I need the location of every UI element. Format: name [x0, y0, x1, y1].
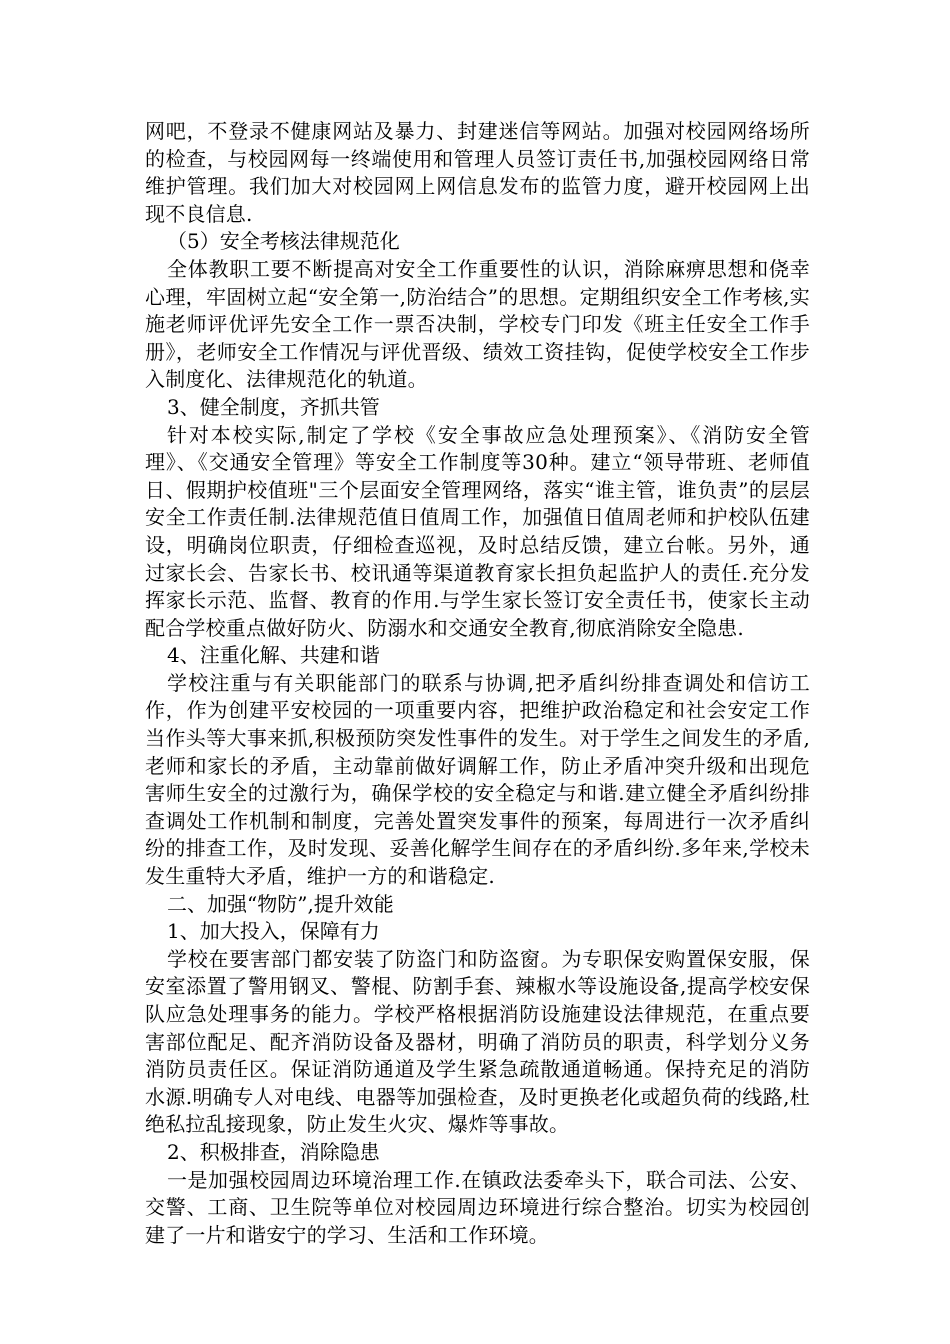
- heading-improve-system: 3、健全制度，齐抓共管: [167, 394, 380, 419]
- paragraph-improve-system: 针对本校实际,制定了学校《安全事故应急处理预案》、《消防安全管理》、《交通安全管理》等安全工作制度等30种。建立“领导带班、老师值日、假期护校值班"三个层面安全管理网络，落实“谁主管，谁负责”的层层安全工作责任制.法律规范值日值周工作，加强值日值周老师和护校队伍建设，明确岗位职责，仔细检查巡视，及时总结反馈，建立台帐。另外，通过家长会、告家长书、校讯通等渠道教育家长担负起监护人的责任.充分发挥家长示范、监督、教育的作用.与学生家长签订安全责任书，使家长主动配合学校重点做好防火、防溺水和交通安全教育,彻底消除安全隐患.: [145, 422, 810, 640]
- paragraph-increase-investment: 学校在要害部门都安装了防盗门和防盗窗。为专职保安购置保安服，保安室添置了警用钢叉、警棍、防割手套、辣椒水等设施设备,提高学校安保队应急处理事务的能力。学校严格根据消防设施建设法律规范，在重点要害部位配足、配齐消防设备及器材，明确了消防员的职责，科学划分义务消防员责任区。保证消防通道及学生紧急疏散通道畅通。保持充足的消防水源.明确专人对电线、电器等加强检查，及时更换老化或超负荷的线路,杜绝私拉乱接现象，防止发生火灾、爆炸等事故。: [145, 946, 810, 1137]
- paragraph-resolve-harmony: 学校注重与有关职能部门的联系与协调,把矛盾纠纷排查调处和信访工作，作为创建平安校园的一项重要内容，把维护政治稳定和社会安定工作当作头等大事来抓,积极预防突发性事件的发生。对于学生之间发生的矛盾,老师和家长的矛盾，主动靠前做好调解工作，防止矛盾冲突升级和出现危害师生安全的过激行为，确保学校的安全稳定与和谐.建立健全矛盾纠纷排查调处工作机制和制度，完善处置突发事件的预案，每周进行一次矛盾纠纷的排查工作，及时发现、妥善化解学生间存在的矛盾纠纷.多年来,学校未发生重特大矛盾，维护一方的和谐稳定.: [145, 670, 810, 889]
- heading-physical-defense: 二、加强“物防”,提升效能: [167, 891, 394, 916]
- heading-safety-assessment: （5）安全考核法律规范化: [167, 229, 400, 254]
- paragraph-internet-safety: 网吧，不登录不健康网站及暴力、封建迷信等网站。加强对校园网络场所的检查，与校园网每一终端使用和管理人员签订责任书,加强校园网络日常维护管理。我们加大对校园网上网信息发布的监管力度，避开校园网上出现不良信息.: [145, 119, 810, 226]
- heading-active-inspection: 2、积极排查，消除隐患: [167, 1139, 380, 1164]
- paragraph-safety-assessment: 全体教职工要不断提高对安全工作重要性的认识，消除麻痹思想和侥幸心理，牢固树立起“安全第一,防治结合”的思想。定期组织安全工作考核,实施老师评优评先安全工作一票否决制，学校专门印发《班主任安全工作手册》，老师安全工作情况与评优晋级、绩效工资挂钩，促使学校安全工作步入制度化、法律规范化的轨道。: [145, 256, 810, 392]
- heading-resolve-harmony: 4、注重化解、共建和谐: [167, 643, 380, 668]
- paragraph-active-inspection: 一是加强校园周边环境治理工作.在镇政法委牵头下，联合司法、公安、交警、工商、卫生院等单位对校园周边环境进行综合整治。切实为校园创建了一片和谐安宁的学习、生活和工作环境。: [145, 1167, 810, 1247]
- heading-increase-investment: 1、加大投入，保障有力: [167, 919, 380, 944]
- document-page: [145, 118, 810, 1249]
